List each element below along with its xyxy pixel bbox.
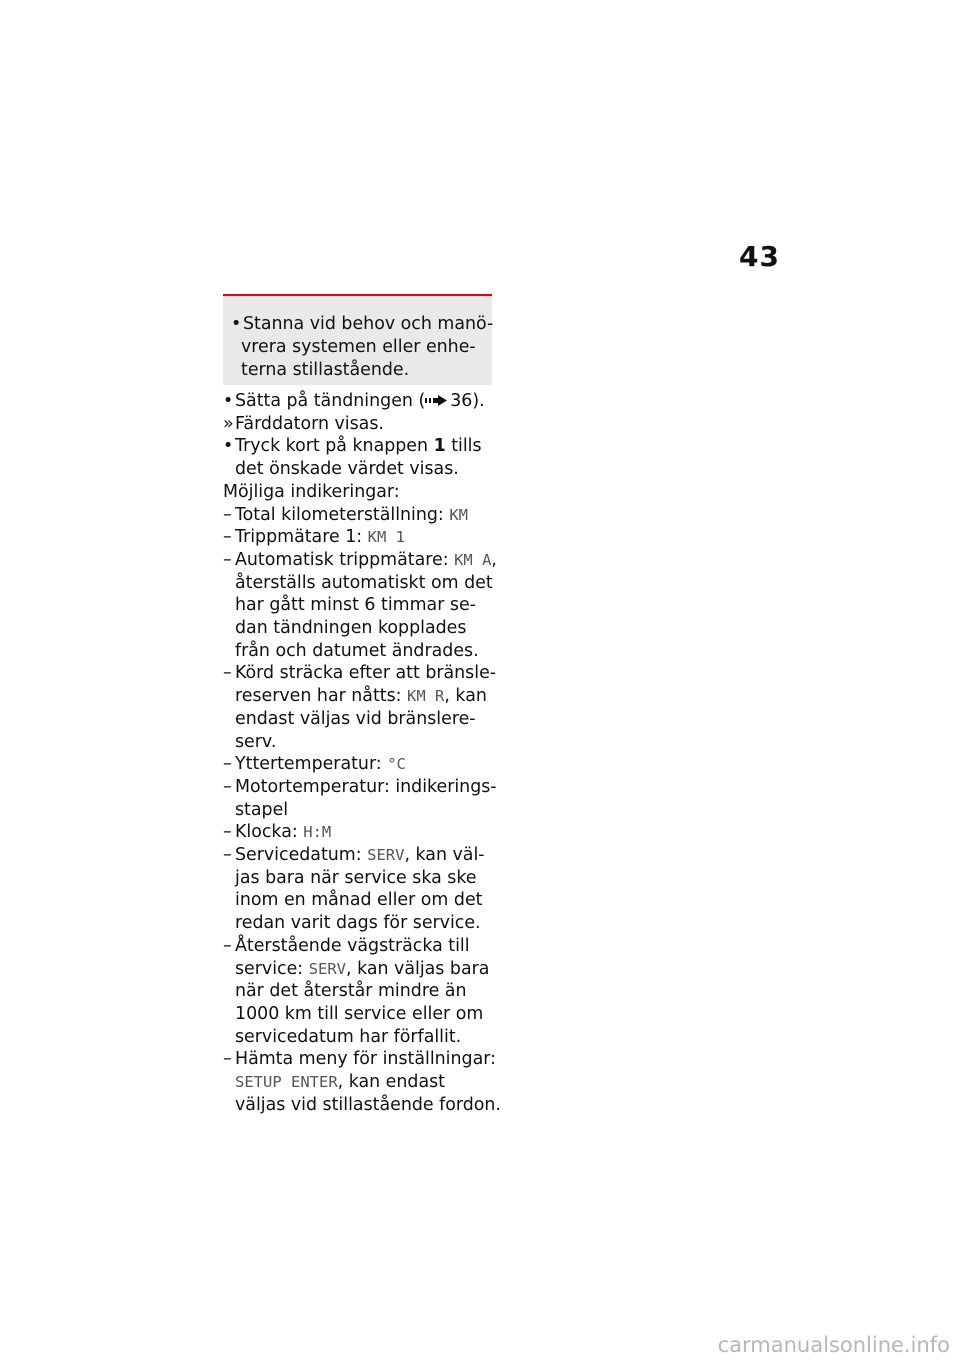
dash-icon: – bbox=[223, 1049, 232, 1070]
watermark: carmanualsonline.info bbox=[717, 1333, 950, 1357]
dash-icon: – bbox=[223, 663, 232, 684]
item-service-date: – Servicedatum: SERV, kan väl- bbox=[223, 845, 485, 866]
dash-icon: – bbox=[223, 504, 232, 525]
item-total: – Total kilometerställning: KM bbox=[223, 504, 468, 525]
note-line: vrera systemen eller enhe- bbox=[241, 337, 476, 357]
display-code: KM bbox=[449, 505, 468, 524]
bullet-icon: • bbox=[223, 436, 234, 457]
item-service-distance-cont: service: SERV, kan väljas bara bbox=[235, 958, 490, 979]
indications-heading: Möjliga indikeringar: bbox=[223, 481, 400, 502]
item-clock: – Klocka: H:M bbox=[223, 822, 332, 843]
display-code: SETUP ENTER bbox=[235, 1073, 338, 1092]
note-line bbox=[231, 313, 494, 336]
item-settings: – Hämta meny för inställningar: bbox=[223, 1049, 496, 1070]
display-code: SERV bbox=[308, 959, 347, 978]
item-settings-cont: väljas vid stillastående fordon. bbox=[235, 1094, 501, 1115]
page-number: 43 bbox=[739, 240, 780, 273]
display-code: °C bbox=[387, 755, 406, 774]
item-service-distance-cont: när det återstår mindre än bbox=[235, 981, 467, 1002]
item-service-date-cont: redan varit dags för service. bbox=[235, 913, 481, 934]
item-auto-cont: från och datumet ändrades. bbox=[235, 640, 479, 661]
note-line: terna stillastående. bbox=[241, 360, 410, 380]
dash-icon: – bbox=[223, 527, 232, 548]
display-code: KM 1 bbox=[367, 528, 405, 547]
step-press-cont: det önskade värdet visas. bbox=[235, 459, 459, 480]
item-service-date-cont: inom en månad eller om det bbox=[235, 890, 483, 911]
step-press: •Tryck kort på knappen 1 tills bbox=[223, 436, 482, 457]
item-auto: – Automatisk trippmätare: KM A, bbox=[223, 549, 497, 570]
item-engine-temp: – Motortemperatur: indikerings- bbox=[223, 776, 497, 797]
item-settings-cont: SETUP ENTER, kan endast bbox=[235, 1072, 445, 1093]
step-ignition: •Sätta på tändningen ( 36). bbox=[223, 391, 485, 411]
note-box bbox=[223, 294, 492, 385]
item-reserve-cont: endast väljas vid bränslere- bbox=[235, 708, 476, 729]
dash-icon: – bbox=[223, 776, 232, 797]
dash-icon: – bbox=[223, 822, 232, 843]
dash-icon: – bbox=[223, 549, 232, 570]
item-engine-temp-cont: stapel bbox=[235, 799, 289, 820]
step-result: »Färddatorn visas. bbox=[223, 413, 384, 434]
display-code: KM A bbox=[454, 550, 492, 569]
display-code: H:M bbox=[303, 823, 332, 842]
bullet-icon: • bbox=[223, 391, 234, 411]
display-code: KM R bbox=[407, 687, 445, 706]
dash-icon: – bbox=[223, 754, 232, 775]
dash-icon: – bbox=[223, 935, 232, 956]
item-reserve-cont: serv. bbox=[235, 731, 277, 752]
item-auto-cont: dan tändningen kopplades bbox=[235, 618, 467, 639]
result-icon: » bbox=[223, 413, 234, 434]
item-service-distance: – Återstående vägsträcka till bbox=[223, 935, 470, 956]
item-service-distance-cont: servicedatum har förfallit. bbox=[235, 1026, 462, 1047]
item-auto-cont: återställs automatiskt om det bbox=[235, 572, 493, 593]
item-reserve: – Körd sträcka efter att bränsle- bbox=[223, 663, 497, 684]
item-service-distance-cont: 1000 km till service eller om bbox=[235, 1003, 484, 1024]
display-code: SERV bbox=[367, 846, 405, 865]
key-number: 1 bbox=[433, 436, 446, 457]
arrow-right-icon bbox=[425, 395, 447, 406]
item-trip1: – Trippmätare 1: KM 1 bbox=[223, 527, 405, 548]
item-outside-temp: – Yttertemperatur: °C bbox=[223, 754, 406, 775]
bullet-icon: • bbox=[231, 314, 242, 334]
item-service-date-cont: jas bara när service ska ske bbox=[235, 867, 477, 888]
note-text: Stanna vid behov och manö- bbox=[243, 314, 494, 334]
dash-icon: – bbox=[223, 845, 232, 866]
item-auto-cont: har gått minst 6 timmar se- bbox=[235, 595, 476, 616]
item-reserve-cont: reserven har nåtts: KM R, kan bbox=[235, 686, 487, 707]
body-content bbox=[223, 390, 503, 1117]
